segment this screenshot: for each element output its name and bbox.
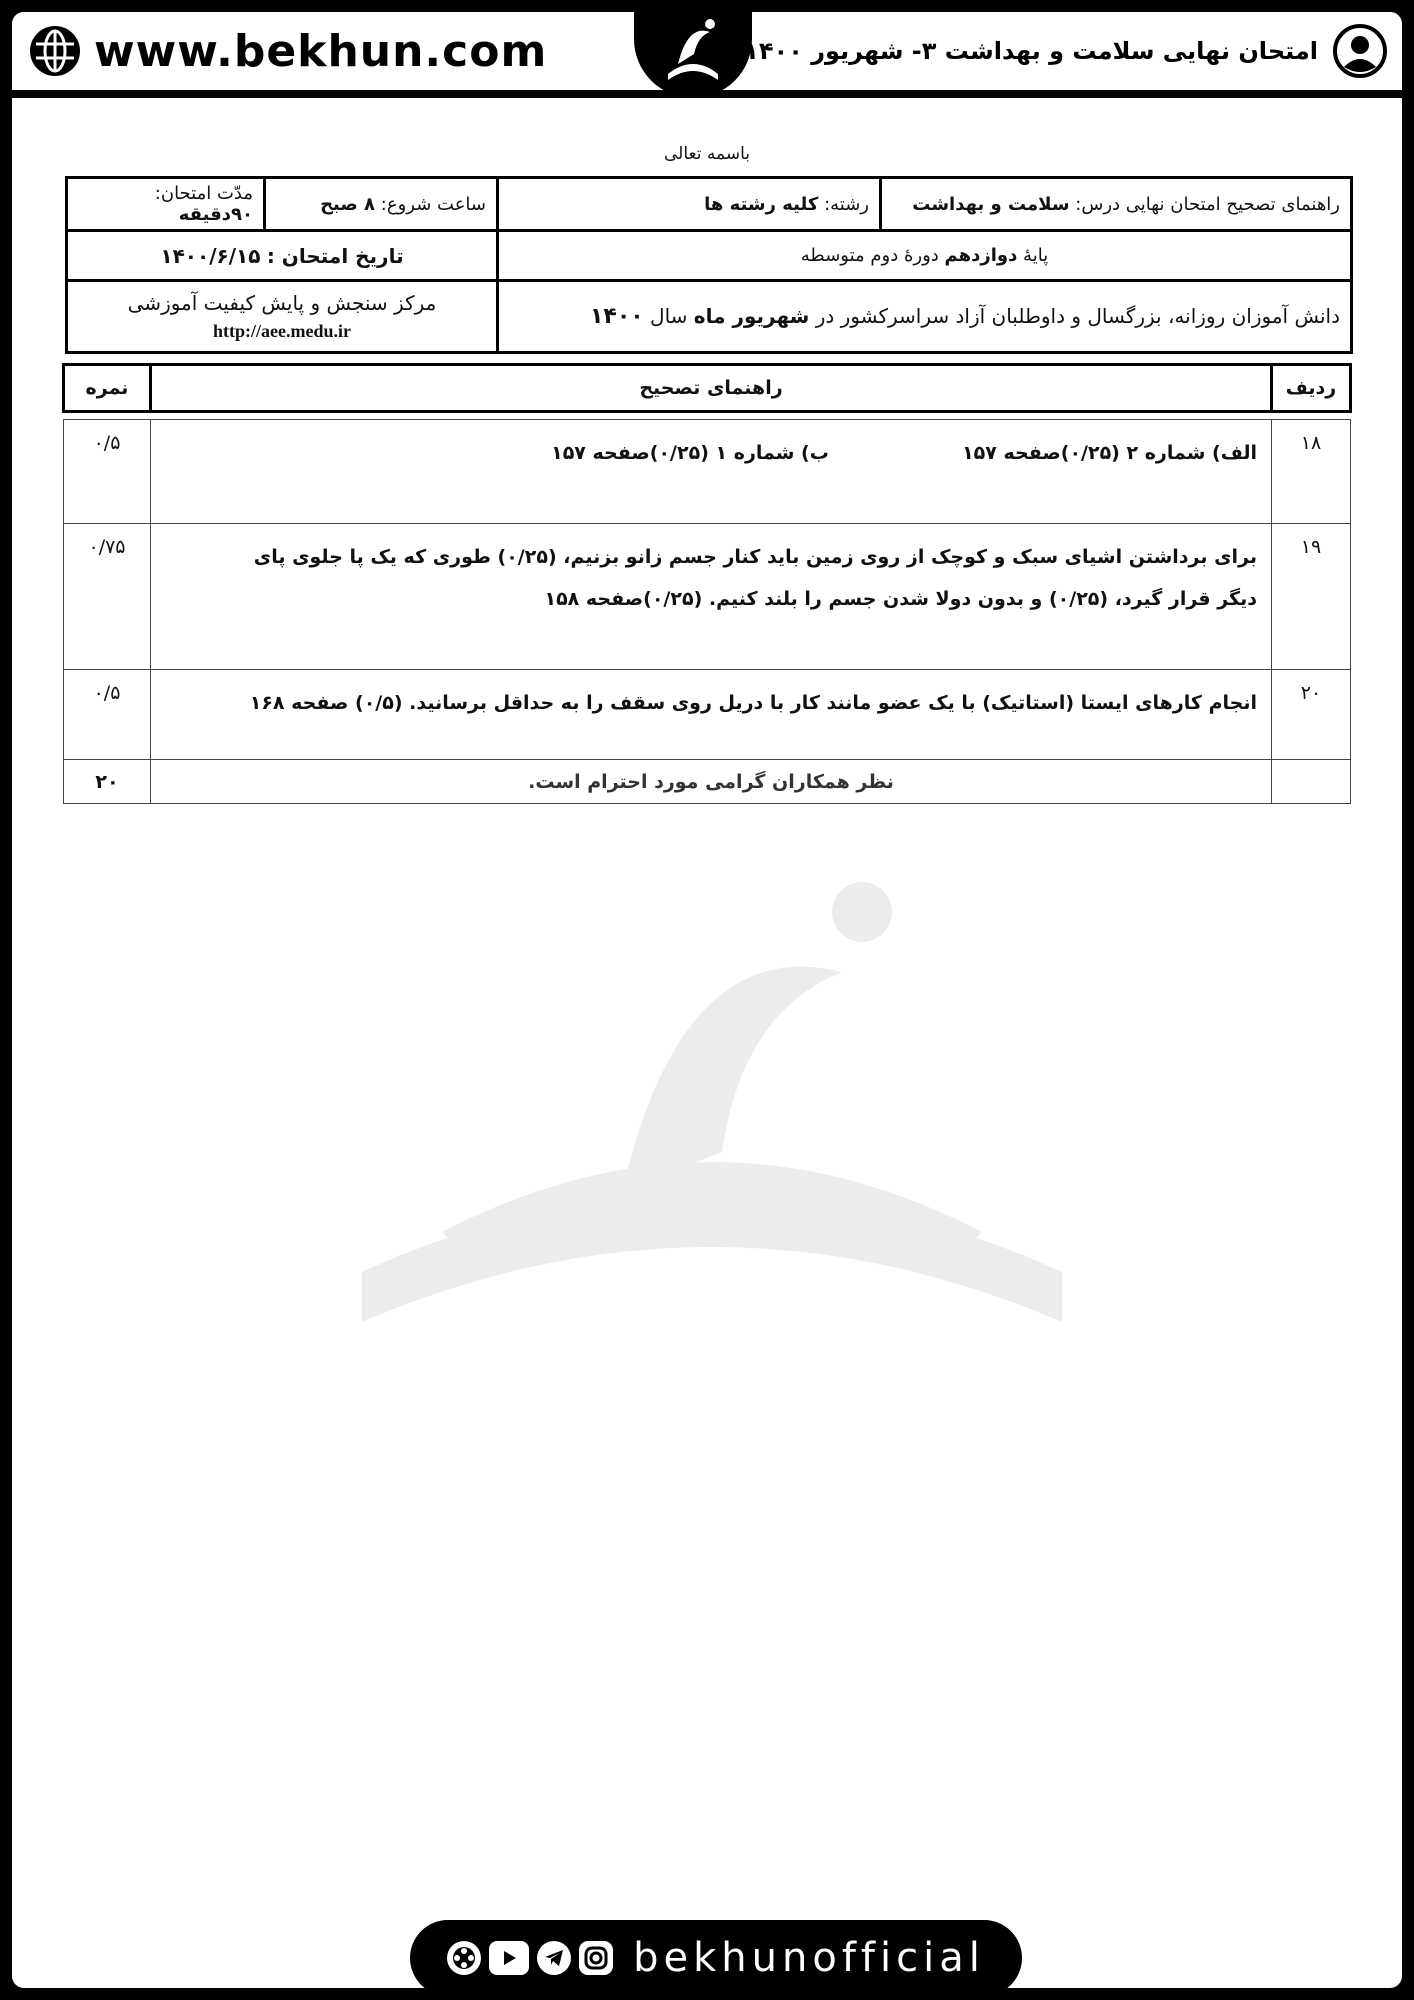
table-row-closing (64, 760, 1351, 804)
table-row (64, 524, 1351, 670)
grade-cell: پایهٔ دوازدهم دورهٔ دوم متوسطه (498, 231, 1352, 281)
answer-text: برای برداشتن اشیای سبک و کوچک از روی زمین باید کنار جسم زانو بزنیم، (۰/۲۵) طوری که یک پا جلوی پای دیگر قرار گیرد، (۰/۲۵) و بدون دولا شدن جسم را بلند کنیم. (۰/۲۵)صفحه ۱۵۸ (151, 524, 1272, 670)
col-score-header: نمره (64, 365, 151, 412)
telegram-icon[interactable] (537, 1941, 571, 1975)
table-row (64, 420, 1351, 524)
table-row (64, 670, 1351, 760)
row-score: ۰/۵ (64, 420, 151, 524)
grade: دوازدهم (944, 245, 1018, 266)
exam-month: شهریور ماه (693, 304, 810, 328)
social-footer (410, 1920, 1022, 1988)
exam-year: ۱۴۰۰ (589, 304, 644, 329)
instagram-icon[interactable] (579, 1941, 613, 1975)
answer-text: الف) شماره ۲ (۰/۲۵)صفحه ۱۵۷ ب) شماره ۱ (۰/۲۵)صفحه ۱۵۷ (151, 420, 1272, 524)
row-number: ۱۸ (1272, 420, 1351, 524)
field-cell: رشته: کلیه رشته ها (498, 178, 881, 231)
row-number: ۱۹ (1272, 524, 1351, 670)
closing-note: نظر همکاران گرامی مورد احترام است. (151, 760, 1272, 804)
page (12, 12, 1402, 1988)
row-number-empty (1272, 760, 1351, 804)
center-cell (67, 281, 498, 353)
duration-cell: مدّت امتحان: ۹۰دقیقه (67, 178, 265, 231)
logo-mark (634, 12, 752, 98)
center-url[interactable]: http://aee.medu.ir (213, 320, 351, 341)
course-name: سلامت و بهداشت (912, 193, 1070, 215)
field-name: کلیه رشته ها (704, 193, 819, 215)
answer-table-header (64, 365, 1351, 412)
start-time: ۸ صبح (320, 193, 376, 215)
exam-title: امتحان نهایی سلامت و بهداشت ۳- شهریور ۱۴۰۰ (744, 37, 1318, 65)
exam-title-block (744, 24, 1388, 78)
duration: ۹۰دقیقه (178, 204, 253, 225)
website-link[interactable] (28, 24, 547, 78)
website-url: www.bekhun.com (94, 25, 548, 77)
row-score: ۰/۵ (64, 670, 151, 760)
exam-date: ۱۴۰۰/۶/۱۵ (160, 243, 261, 268)
header-bar (12, 12, 1402, 98)
globe-icon (28, 24, 82, 78)
col-row-header: ردیف (1272, 365, 1351, 412)
watermark-logo (322, 852, 1102, 1452)
start-time-cell: ساعت شروع: ۸ صبح (265, 178, 498, 231)
students-cell: دانش آموزان روزانه، بزرگسال و داوطلبان آزاد سراسرکشور در شهریور ماه سال ۱۴۰۰ (498, 281, 1352, 353)
course-cell: راهنمای تصحیح امتحان نهایی درس: سلامت و بهداشت (881, 178, 1352, 231)
row-number: ۲۰ (1272, 670, 1351, 760)
user-icon (1332, 23, 1388, 79)
social-handle[interactable]: bekhunofficial (633, 1935, 985, 1981)
center-name: مرکز سنجش و پایش کیفیت آموزشی (127, 290, 437, 315)
row-score: ۰/۷۵ (64, 524, 151, 670)
aparat-icon[interactable] (447, 1941, 481, 1975)
total-score: ۲۰ (64, 760, 151, 804)
exam-info-table (65, 176, 1353, 354)
basmala: باسمه تعالی (664, 144, 750, 164)
youtube-icon[interactable] (489, 1941, 529, 1975)
date-cell: تاریخ امتحان : ۱۴۰۰/۶/۱۵ (67, 231, 498, 281)
answer-text: انجام کارهای ایستا (استاتیک) با یک عضو مانند کار با دریل روی سقف را به حداقل برسانید. (۰/۵) صفحه ۱۶۸ (151, 670, 1272, 760)
col-guide-header: راهنمای تصحیح (151, 365, 1272, 412)
answer-table (62, 363, 1352, 804)
